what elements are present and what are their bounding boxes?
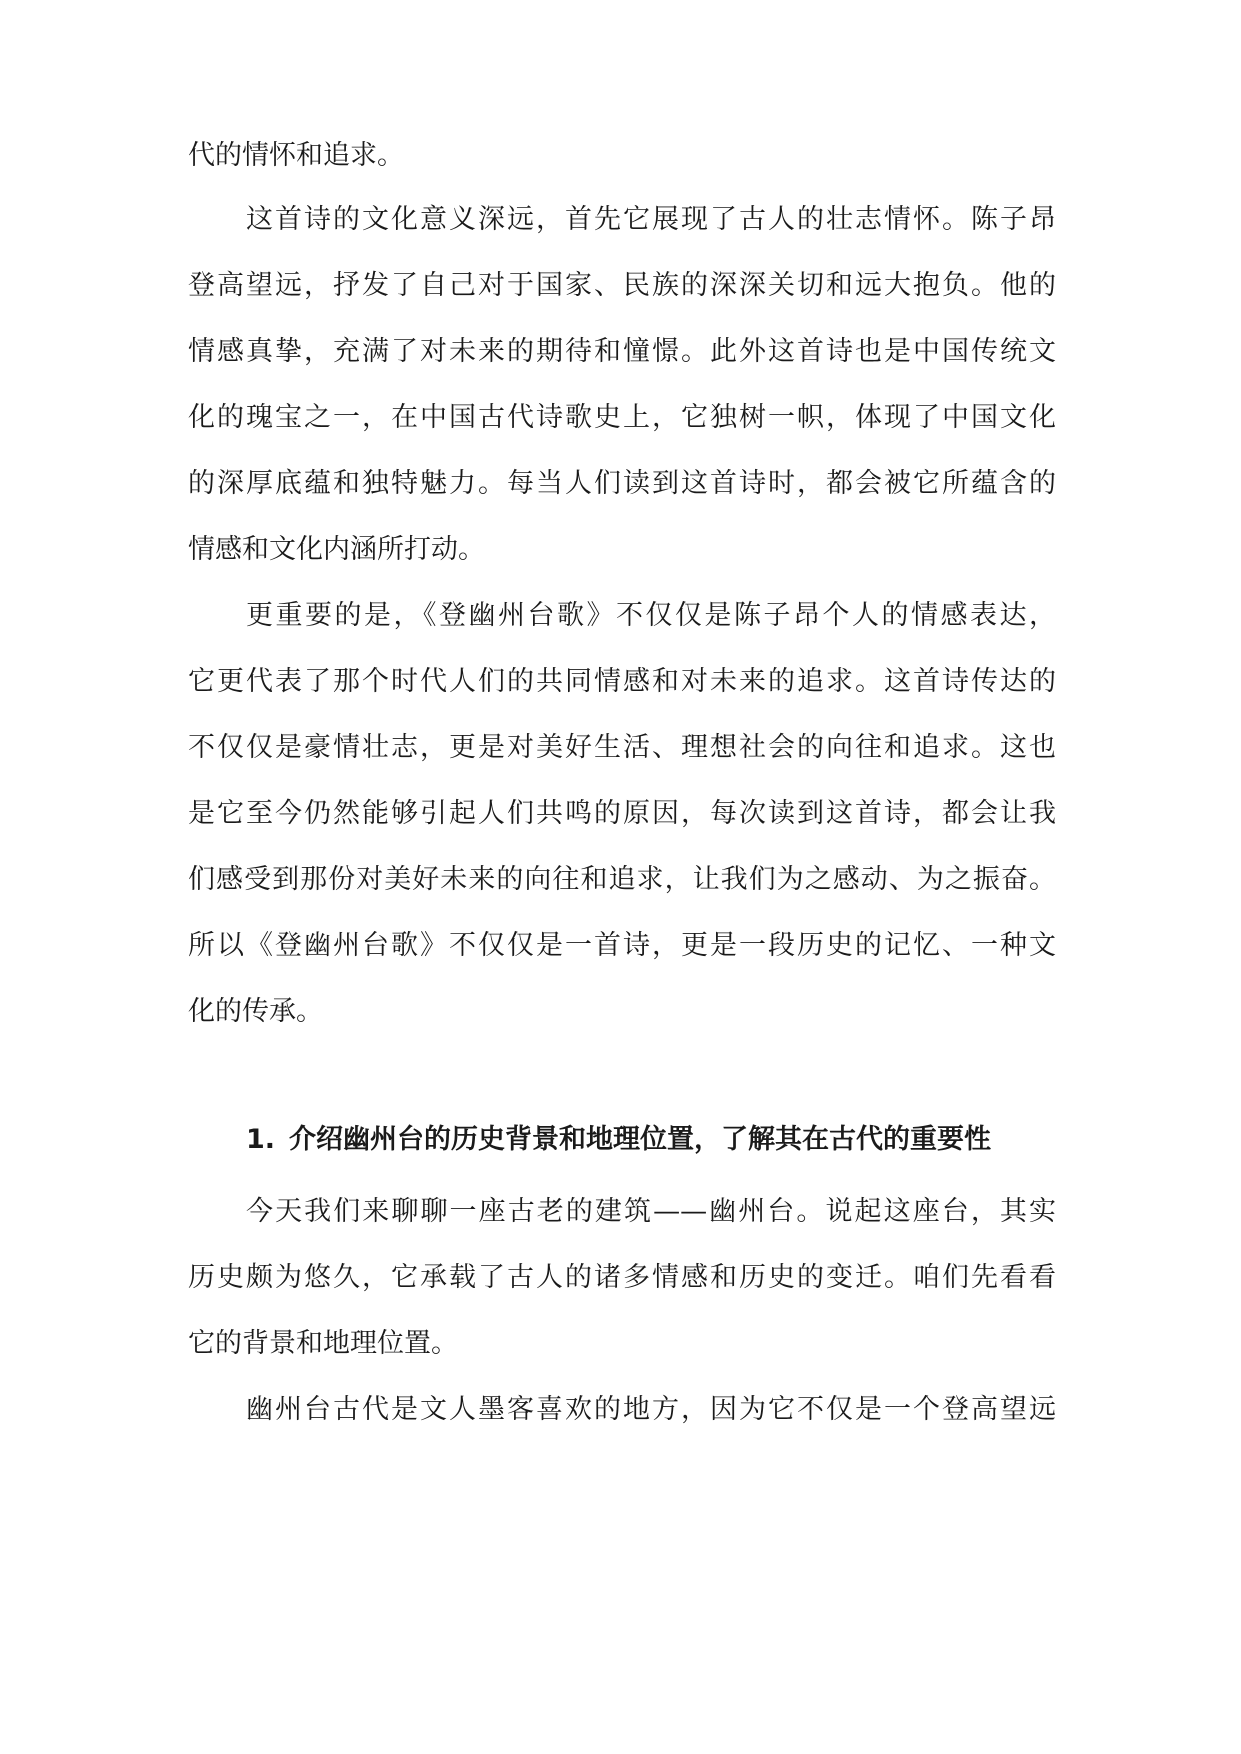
paragraph-line: 代的情怀和追求。 [188, 140, 404, 171]
paragraph-line: 不仅仅是豪情壮志，更是对美好生活、理想社会的向往和追求。这也 [188, 732, 1056, 763]
paragraph-line: 化的瑰宝之一，在中国古代诗歌史上，它独树一帜，体现了中国文化 [188, 402, 1056, 433]
section-heading-text: 介绍幽州台的历史背景和地理位置，了解其在古代的重要性 [289, 1124, 992, 1155]
paragraph-line: 这首诗的文化意义深远，首先它展现了古人的壮志情怀。陈子昂 [246, 204, 1056, 235]
paragraph-line: 情感和文化内涵所打动。 [188, 534, 485, 565]
paragraph-line: 登高望远，抒发了自己对于国家、民族的深深关切和远大抱负。他的 [188, 270, 1056, 301]
paragraph-line: 它的背景和地理位置。 [188, 1328, 458, 1359]
paragraph-line: 是它至今仍然能够引起人们共鸣的原因，每次读到这首诗，都会让我 [188, 798, 1056, 829]
section-heading-number: 1. [246, 1124, 276, 1155]
paragraph-line: 它更代表了那个时代人们的共同情感和对未来的追求。这首诗传达的 [188, 666, 1056, 697]
paragraph-line: 情感真挚，充满了对未来的期待和憧憬。此外这首诗也是中国传统文 [188, 336, 1056, 367]
paragraph-line: 化的传承。 [188, 996, 323, 1027]
paragraph-line: 历史颇为悠久，它承载了古人的诸多情感和历史的变迁。咱们先看看 [188, 1262, 1056, 1293]
paragraph-line: 幽州台古代是文人墨客喜欢的地方，因为它不仅是一个登高望远 [246, 1394, 1056, 1425]
paragraph-line: 更重要的是，《登幽州台歌》不仅仅是陈子昂个人的情感表达， [246, 600, 1056, 631]
paragraph-line: 所以《登幽州台歌》不仅仅是一首诗，更是一段历史的记忆、一种文 [188, 930, 1056, 961]
paragraph-line: 们感受到那份对美好未来的向往和追求，让我们为之感动、为之振奋。 [188, 864, 1056, 895]
paragraph-line: 今天我们来聊聊一座古老的建筑——幽州台。说起这座台，其实 [246, 1196, 1056, 1227]
section-heading [246, 1120, 1056, 1160]
paragraph-line: 的深厚底蕴和独特魅力。每当人们读到这首诗时，都会被它所蕴含的 [188, 468, 1056, 499]
